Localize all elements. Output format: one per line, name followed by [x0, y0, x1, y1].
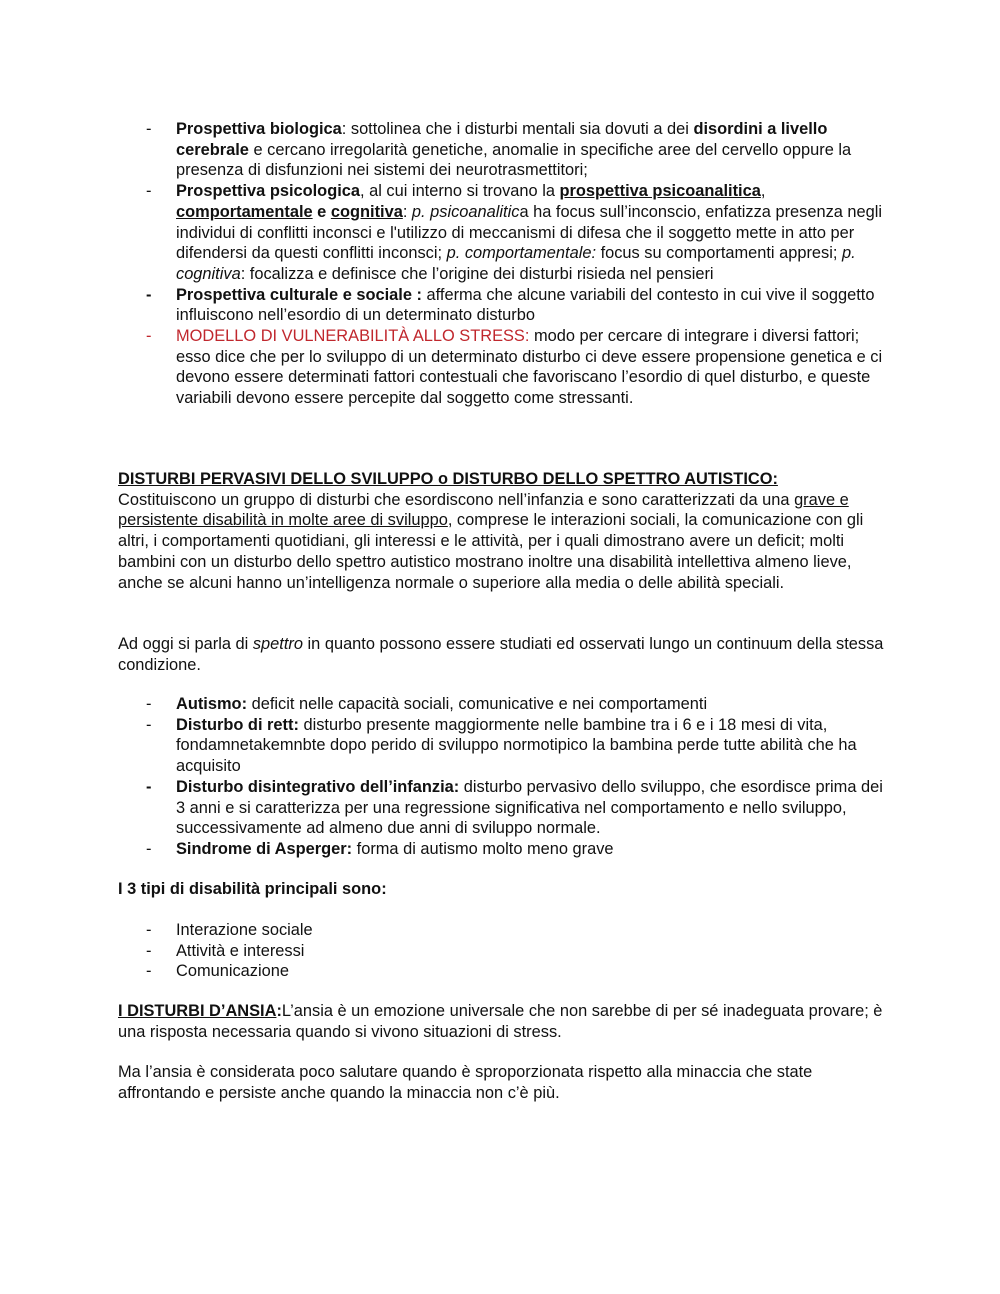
- italic-text: spettro: [252, 635, 303, 653]
- disabilities-heading: I 3 tipi di disabilità principali sono:: [118, 880, 387, 898]
- anxiety-section: [118, 1001, 888, 1042]
- item-emphasis: cognitiva: [330, 202, 403, 221]
- list-item: [118, 961, 888, 982]
- list-item-autism: [118, 694, 888, 715]
- disabilities-list: [118, 920, 888, 982]
- item-text: afferma che alcune variabili del contesto in cui vive il soggetto influiscono nell’esordio di un determinato disturbo: [176, 285, 875, 325]
- item-text: :: [402, 202, 412, 221]
- heading-colon: :: [276, 1002, 282, 1020]
- item-text: e cercano irregolarità genetiche, anomalie in specifiche aree del cervello oppure la presenza di disfunzioni nei sistemi dei neurotrasmettitori;: [176, 140, 852, 180]
- bullet-dash: -: [146, 941, 152, 960]
- item-italic: p. comportamentale:: [446, 244, 597, 263]
- item-text: disturbo pervasivo dello sviluppo, che esordisce prima dei 3 anni e si caratterizza per una regressione significativa nel comportamento e nello sviluppo, successivamente ad almeno due anni di sviluppo normale.: [176, 777, 883, 838]
- list-item-asperger: [118, 839, 888, 860]
- item-text: forma di autismo molto meno grave: [352, 839, 614, 858]
- bullet-dash: -: [146, 777, 152, 796]
- bullet-dash: -: [146, 327, 152, 346]
- bullet-dash: -: [146, 182, 152, 201]
- item-italic: p. psicoanalitic: [411, 202, 520, 221]
- list-item-rett: [118, 715, 888, 777]
- paragraph-text: , comprese le interazioni sociali, la comunicazione con gli altri, i comportamenti quotidiani, gli interessi e le attività, per i quali dimostrano avere un deficit; molti bambini con un disturbo dello spettro autistico mostrano inoltre una disabilità intellettiva almeno lieve, anche se alcuni hanno un’intelligenza normale o superiore alla media o delle abilità speciali.: [118, 511, 864, 592]
- list-item-biological: [118, 119, 888, 181]
- bullet-dash: -: [146, 120, 152, 138]
- item-text: Comunicazione: [176, 962, 289, 981]
- item-text: modo per cercare di integrare i diversi fattori; esso dice che per lo sviluppo di un determinato disturbo ci deve essere propensione genetica e ci devono essere determinati fattori contestuali che favoriscano l’esordio di quel disturbo, e queste variabili devono essere percepite dal soggetto come stressanti.: [176, 327, 883, 408]
- perspectives-list: [118, 119, 888, 409]
- item-text: deficit nelle capacità sociali, comunicative e nei comportamenti: [247, 695, 708, 713]
- list-item: [118, 941, 888, 962]
- item-title: Prospettiva culturale e sociale :: [176, 285, 422, 304]
- item-text: Attività e interessi: [176, 941, 305, 960]
- bullet-dash: -: [146, 695, 152, 713]
- list-item-disintegrative: [118, 777, 888, 839]
- bullet-dash: -: [146, 715, 152, 734]
- item-text: disturbo presente maggiormente nelle bambine tra i 6 e i 18 mesi di vita, fondamnetakemnbte dopo perido di sviluppo normotipico la bambina perde tutte abilità che ha acquisito: [176, 715, 857, 776]
- list-item-cultural: [118, 285, 888, 326]
- item-text: Interazione sociale: [176, 921, 313, 939]
- item-title: Disturbo disintegrativo dell’infanzia:: [176, 777, 460, 796]
- bullet-dash: -: [146, 285, 152, 304]
- paragraph-text: in quanto possono essere studiati ed osservati lungo un continuum della stessa condizione.: [118, 635, 884, 674]
- autism-section: [118, 469, 888, 593]
- section-heading: DISTURBI PERVASIVI DELLO SVILUPPO o DISTURBO DELLO SPETTRO AUTISTICO:: [118, 470, 778, 488]
- item-text: e: [312, 202, 331, 221]
- item-emphasis: prospettiva psicoanalitica: [559, 182, 761, 201]
- item-text: : focalizza e definisce che l’origine dei disturbi risieda nel pensieri: [240, 264, 714, 283]
- disorders-list: [118, 694, 888, 860]
- section-heading: I DISTURBI D’ANSIA: [118, 1002, 277, 1020]
- item-title: Autismo:: [176, 695, 248, 713]
- list-item-stress-model: [118, 326, 888, 409]
- paragraph-text: Ad oggi si parla di: [118, 635, 253, 653]
- underlined-text: grave e persistente disabilità in molte aree di sviluppo: [118, 490, 849, 530]
- item-text: , al cui interno si trovano la: [360, 182, 560, 201]
- list-item: [118, 920, 888, 941]
- paragraph-text: L’ansia è un emozione universale che non sarebbe di per sé inadeguata provare; è una risposta necessaria quando si vivono situazioni di stress.: [118, 1002, 883, 1041]
- item-text: a ha focus sull’inconscio, enfatizza presenza negli individui di conflitti inconsci e l'utilizzo di meccanismi di difesa che il soggetto mette in atto per difendersi da questi conflitti inconsci;: [176, 202, 883, 263]
- spectrum-paragraph: [118, 634, 888, 675]
- list-item-psychological: [118, 181, 888, 285]
- item-title: MODELLO DI VULNERABILITÀ ALLO STRESS:: [176, 327, 530, 346]
- bullet-dash: -: [146, 839, 152, 858]
- bullet-dash: -: [146, 921, 152, 939]
- item-emphasis: disordini a livello cerebrale: [176, 120, 828, 159]
- bullet-dash: -: [146, 962, 152, 981]
- item-text: : sottolinea che i disturbi mentali sia dovuti a dei: [341, 120, 694, 138]
- anxiety-paragraph: Ma l’ansia è considerata poco salutare quando è sproporzionata rispetto alla minaccia che state affrontando e persiste anche quando la minaccia non c’è più.: [118, 1063, 813, 1102]
- item-italic: p. cognitiva: [176, 244, 856, 283]
- item-emphasis: comportamentale: [176, 202, 313, 221]
- item-title: Prospettiva psicologica: [176, 182, 360, 201]
- item-title: Disturbo di rett:: [176, 715, 299, 734]
- paragraph-text: Costituiscono un gruppo di disturbi che esordiscono nell’infanzia e sono caratterizzati da una: [118, 490, 795, 509]
- item-text: focus su comportamenti appresi;: [596, 244, 842, 263]
- item-title: Sindrome di Asperger:: [176, 839, 353, 858]
- item-text: ,: [760, 182, 766, 201]
- item-title: Prospettiva biologica: [176, 120, 342, 138]
